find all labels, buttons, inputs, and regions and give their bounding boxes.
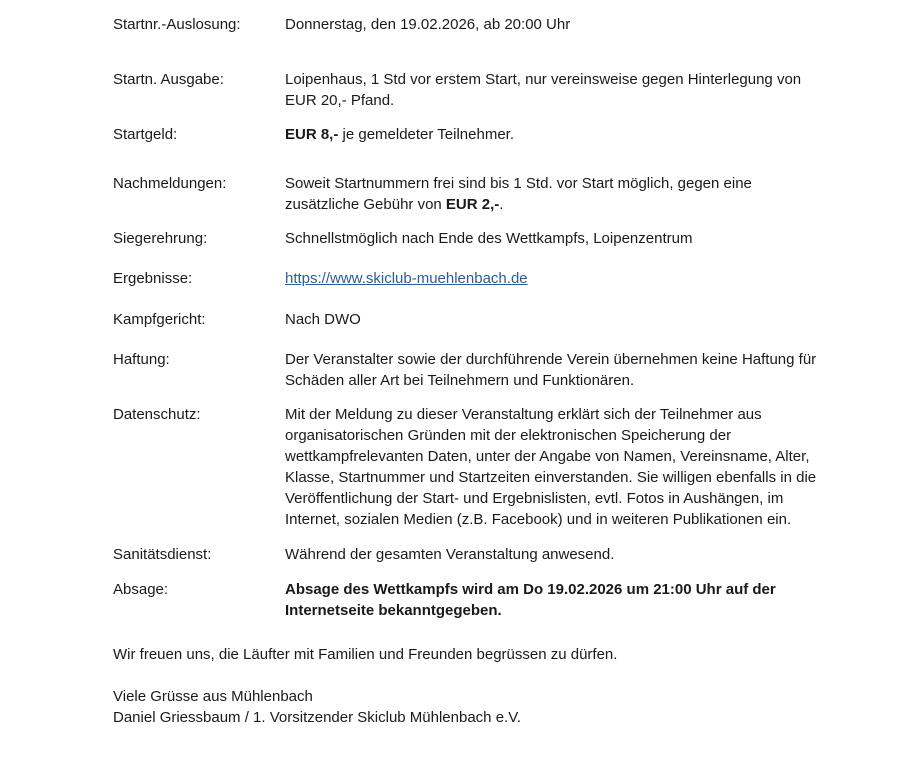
field-value bbox=[285, 14, 818, 35]
field-text: Während der gesamten Veranstaltung anwesend. bbox=[285, 546, 615, 563]
field-text: je gemeldeter Teilnehmer. bbox=[338, 126, 515, 143]
field-value bbox=[285, 544, 818, 565]
field-value bbox=[285, 228, 818, 249]
field-value bbox=[285, 309, 818, 330]
field-label: Haftung: bbox=[113, 351, 170, 368]
field-text-bold: EUR 8,- bbox=[285, 126, 339, 143]
field-text: . bbox=[499, 196, 504, 213]
field-text: Loipenhaus, 1 Std vor erstem Start, nur vereinsweise gegen Hinterlegung von EUR 20,- Pfand. bbox=[285, 71, 802, 109]
field-text-bold: Absage des Wettkampfs wird am Do 19.02.2026 um 21:00 Uhr auf der Internetseite bekanntgegeben. bbox=[285, 581, 776, 619]
field-label: Datenschutz: bbox=[113, 406, 201, 423]
field-row bbox=[113, 349, 820, 391]
field-value bbox=[285, 124, 818, 145]
field-value bbox=[285, 349, 818, 391]
field-value bbox=[285, 579, 818, 621]
field-row bbox=[113, 228, 820, 249]
field-label: Ergebnisse: bbox=[113, 270, 193, 287]
field-label: Startn. Ausgabe: bbox=[113, 71, 224, 88]
closing-section bbox=[113, 644, 820, 728]
field-row bbox=[113, 14, 820, 35]
closing-regards: Viele Grüsse aus Mühlenbach bbox=[113, 688, 313, 705]
field-value bbox=[285, 173, 818, 215]
field-text-bold: EUR 2,- bbox=[445, 196, 500, 213]
field-text: Schnellstmöglich nach Ende des Wettkampfs, Loipenzentrum bbox=[285, 230, 693, 247]
field-value bbox=[285, 404, 818, 530]
field-label: Nachmeldungen: bbox=[113, 175, 227, 192]
field-row bbox=[113, 173, 820, 215]
closing-greeting: Wir freuen uns, die Läufter mit Familien und Freunden begrüssen zu dürfen. bbox=[113, 646, 618, 663]
field-value bbox=[285, 69, 818, 111]
field-row bbox=[113, 69, 820, 111]
field-text: Mit der Meldung zu dieser Veranstaltung erklärt sich der Teilnehmer aus organisatorischen Gründen mit der elektronischen Speicherung der wettkampfrelevanten Daten, unter der Angabe von Namen, Vereinsname, Alter, Klasse, Startnummer und Startzeiten einverstanden. Sie willigen ebenfalls in die Veröffentlichung der Start- und Ergebnislisten, evtl. Fotos in Aushängen, im Internet, sozialen Medien (z.B. Facebook) und in weiteren Publikationen ein. bbox=[285, 406, 817, 528]
field-row bbox=[113, 268, 820, 289]
field-row bbox=[113, 124, 820, 145]
field-row bbox=[113, 309, 820, 330]
field-label: Kampfgericht: bbox=[113, 311, 206, 328]
field-row bbox=[113, 579, 820, 621]
field-label: Sanitätsdienst: bbox=[113, 546, 212, 563]
field-text: Der Veranstalter sowie der durchführende Verein übernehmen keine Haftung für Schäden aller Art bei Teilnehmern und Funktionären. bbox=[285, 351, 817, 389]
field-label: Startnr.-Auslosung: bbox=[113, 16, 241, 33]
fields bbox=[113, 14, 820, 621]
field-row bbox=[113, 404, 820, 530]
field-text: Donnerstag, den 19.02.2026, ab 20:00 Uhr bbox=[285, 16, 571, 33]
field-text: Nach DWO bbox=[285, 311, 361, 328]
field-text: Soweit Startnummern frei sind bis 1 Std. vor Start möglich, gegen eine zusätzliche Gebühr von bbox=[285, 175, 752, 213]
field-value bbox=[285, 268, 818, 289]
results-link[interactable]: https://www.skiclub-muehlenbach.de bbox=[285, 270, 528, 287]
field-label: Siegerehrung: bbox=[113, 230, 208, 247]
field-label: Startgeld: bbox=[113, 126, 178, 143]
field-label: Absage: bbox=[113, 581, 169, 598]
closing-signature: Daniel Griessbaum / 1. Vorsitzender Skiclub Mühlenbach e.V. bbox=[113, 709, 521, 726]
field-row bbox=[113, 544, 820, 565]
